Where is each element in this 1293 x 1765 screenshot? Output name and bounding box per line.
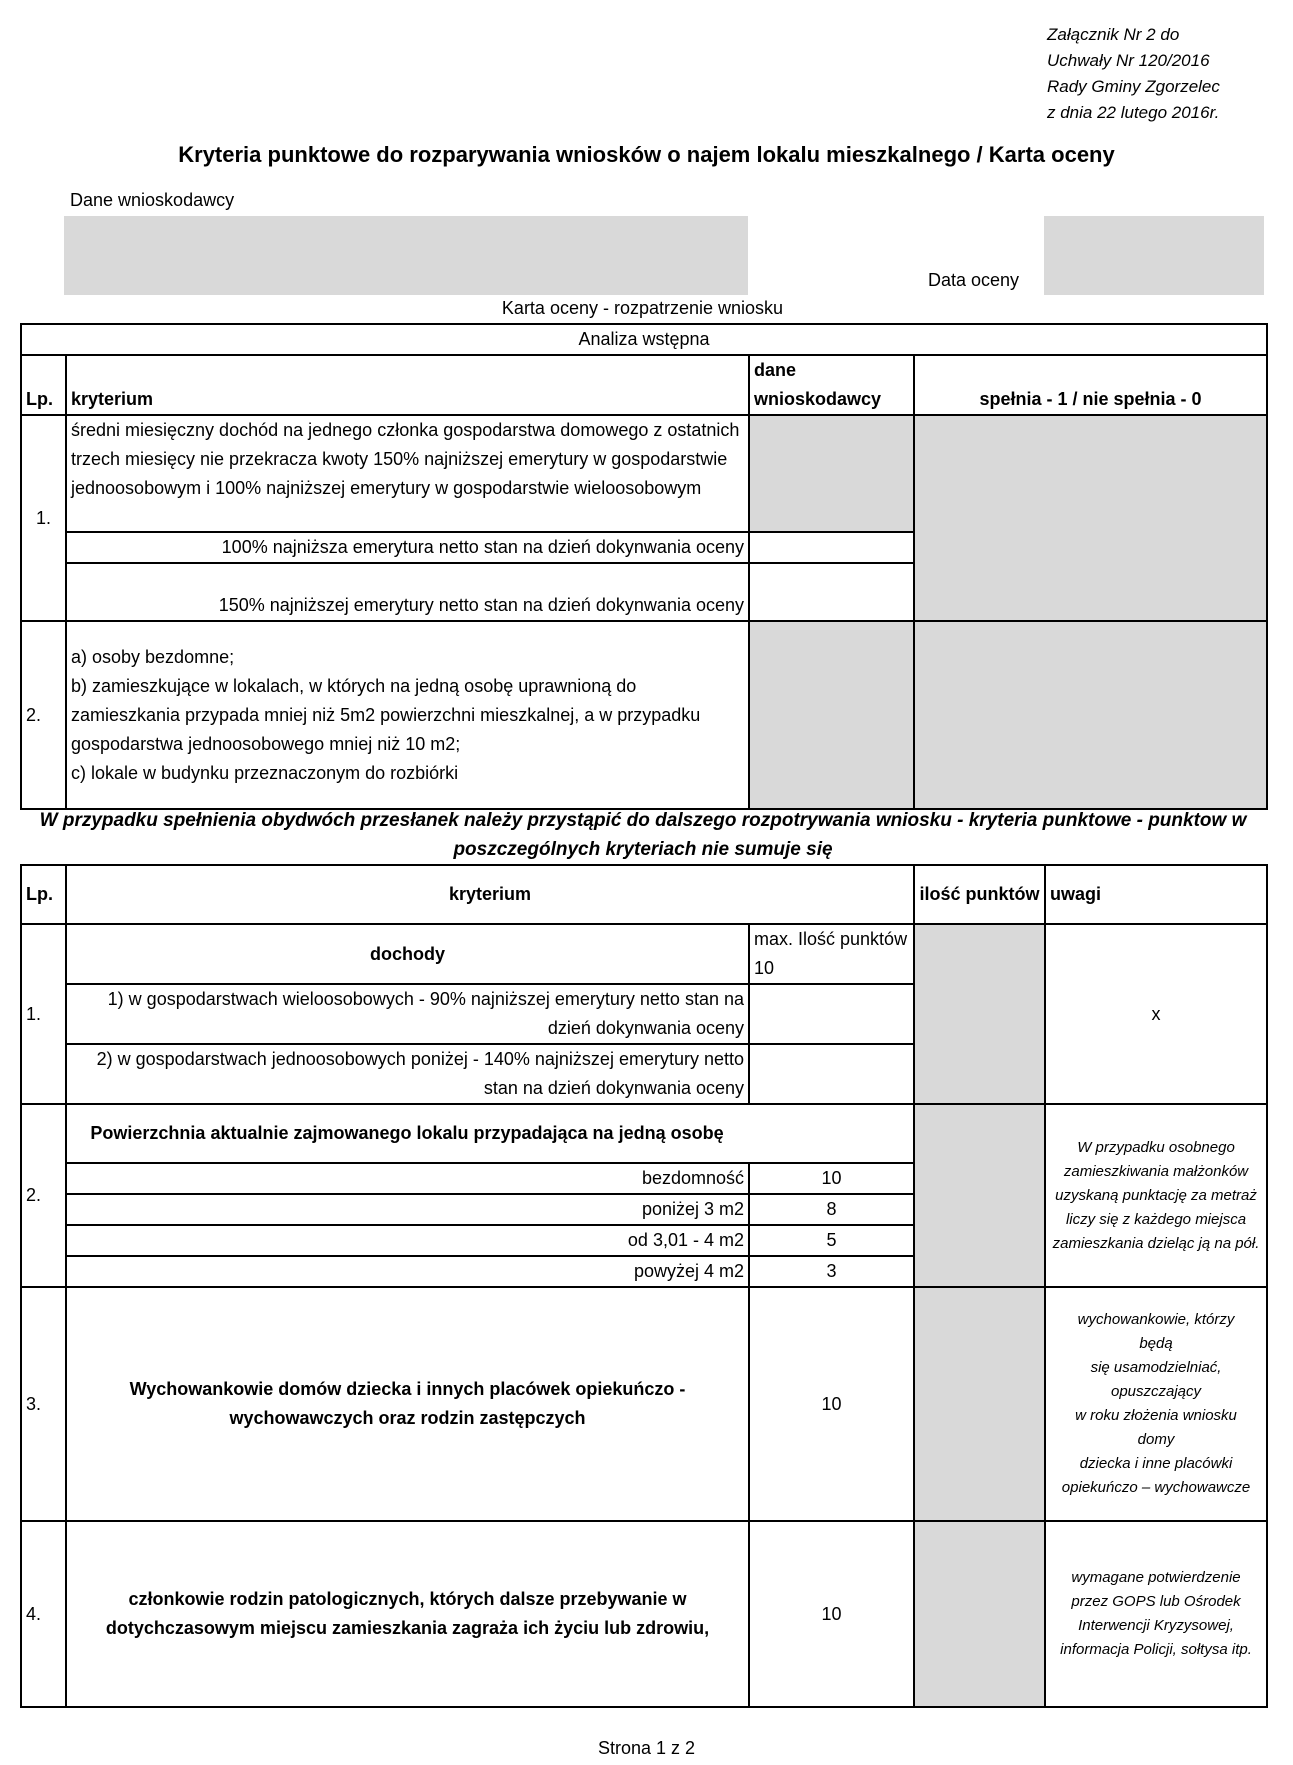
fulfils-cell[interactable] bbox=[914, 621, 1267, 809]
empty-cell bbox=[749, 984, 914, 1044]
area-option-points: 3 bbox=[749, 1256, 914, 1287]
remark-cell: x bbox=[1045, 924, 1267, 1104]
area-option-points: 8 bbox=[749, 1194, 914, 1225]
remark-cell: wymagane potwierdzenie przez GOPS lub Ośrodek Interwencji Kryzysowej, informacja Policji, sołtysa itp. bbox=[1045, 1521, 1267, 1707]
criterion-text: członkowie rodzin patologicznych, których dalsze przebywanie w dotychczasowym miejscu zamieszkania zagraża ich życiu lub zdrowiu, bbox=[66, 1521, 749, 1707]
applicant-label: Dane wnioskodawcy bbox=[70, 190, 235, 210]
card-caption: Karta oceny - rozpatrzenie wniosku bbox=[501, 298, 784, 318]
annex-line: Rady Gminy Zgorzelec bbox=[1047, 77, 1220, 96]
criterion-points: 10 bbox=[749, 1521, 914, 1707]
remark-cell: W przypadku osobnego zamieszkiwania małżonków uzyskaną punktację za metraż liczy się z każdego miejsca zamieszkania dzieląc ją na pół. bbox=[1045, 1104, 1267, 1287]
applicant-data-cell[interactable] bbox=[749, 532, 914, 563]
fulfils-cell[interactable] bbox=[914, 415, 1267, 621]
criterion-title: Powierzchnia aktualnie zajmowanego lokalu przypadająca na jedną osobę bbox=[66, 1104, 914, 1163]
criterion-line: a) osoby bezdomne; bbox=[71, 646, 235, 667]
criterion-item: 2) w gospodarstwach jednoosobowych poniżej - 140% najniższej emerytury netto stan na dzień dokynwania oceny bbox=[66, 1044, 749, 1104]
row-lp: 1. bbox=[21, 415, 66, 621]
criterion-title: dochody bbox=[66, 924, 749, 984]
header-remarks: uwagi bbox=[1045, 865, 1267, 924]
points-cell[interactable] bbox=[914, 1104, 1045, 1287]
row-lp: 1. bbox=[21, 924, 66, 1104]
remark-line: będą bbox=[1139, 1335, 1173, 1352]
row-lp: 4. bbox=[21, 1521, 66, 1707]
empty-cell bbox=[749, 1044, 914, 1104]
criterion-sub-100: 100% najniższa emerytura netto stan na dzień dokynwania oceny bbox=[66, 532, 749, 563]
date-label: Data oceny bbox=[928, 270, 1020, 290]
preliminary-analysis-table bbox=[20, 323, 1268, 810]
date-field[interactable] bbox=[1044, 216, 1264, 295]
area-option-label: poniżej 3 m2 bbox=[66, 1194, 749, 1225]
criterion-points: 10 bbox=[749, 1287, 914, 1521]
applicant-data-cell[interactable] bbox=[749, 415, 914, 532]
points-cell[interactable] bbox=[914, 924, 1045, 1104]
header-lp: Lp. bbox=[21, 865, 66, 924]
header-points: ilość punktów bbox=[914, 865, 1045, 924]
continuation-note: W przypadku spełnienia obydwóch przesłanek należy przystąpić do dalszego rozpotrywania wniosku - kryteria punktowe - punktow w poszczególnych kryteriach nie sumuje się bbox=[39, 810, 1247, 860]
annex-line: z dnia 22 lutego 2016r. bbox=[1047, 103, 1220, 122]
criterion-line: c) lokale w budynku przeznaczonym do rozbiórki bbox=[71, 762, 459, 783]
area-option-points: 5 bbox=[749, 1225, 914, 1256]
remark-line: wychowankowie, którzy bbox=[1077, 1311, 1235, 1328]
applicant-data-cell[interactable] bbox=[749, 621, 914, 809]
remark-line: opuszczający bbox=[1110, 1383, 1202, 1400]
row-lp: 2. bbox=[21, 621, 66, 809]
criterion-text: Wychowankowie domów dziecka i innych placówek opiekuńczo - wychowawczych oraz rodzin zastępczych bbox=[66, 1287, 749, 1521]
remark-line: w roku złożenia wniosku bbox=[1075, 1407, 1237, 1424]
remark-cell bbox=[1045, 1287, 1267, 1521]
area-option-label: bezdomność bbox=[66, 1163, 749, 1194]
remark-line: się usamodzielniać, bbox=[1090, 1359, 1222, 1376]
applicant-data-cell[interactable] bbox=[749, 563, 914, 621]
header-applicant-data: dane wnioskodawcy bbox=[749, 355, 914, 415]
header-criterion: kryterium bbox=[66, 355, 749, 415]
remark-line: opiekuńczo – wychowawcze bbox=[1061, 1479, 1251, 1496]
remark-line: dziecka i inne placówki bbox=[1079, 1455, 1233, 1472]
points-cell[interactable] bbox=[914, 1521, 1045, 1707]
criterion-sub-150: 150% najniższej emerytury netto stan na dzień dokynwania oceny bbox=[66, 563, 749, 621]
max-points: max. Ilość punktów 10 bbox=[749, 924, 914, 984]
row-lp: 3. bbox=[21, 1287, 66, 1521]
points-cell[interactable] bbox=[914, 1287, 1045, 1521]
header-lp: Lp. bbox=[21, 355, 66, 415]
annex-line: Załącznik Nr 2 do bbox=[1047, 25, 1180, 44]
area-option-points: 10 bbox=[749, 1163, 914, 1194]
header-criterion: kryterium bbox=[66, 865, 914, 924]
criterion-income: średni miesięczny dochód na jednego członka gospodarstwa domowego z ostatnich trzech miesięcy nie przekracza kwoty 150% najniższej emerytury w gospodarstwie jednoosobowym i 100% najniższej emerytury w gospodarstwie wieloosobowym bbox=[66, 415, 749, 532]
page-number: Strona 1 z 2 bbox=[597, 1738, 696, 1758]
points-criteria-table bbox=[20, 864, 1268, 1708]
section-title: Analiza wstępna bbox=[21, 324, 1267, 355]
annex-note bbox=[1047, 22, 1287, 126]
remark-line: domy bbox=[1137, 1431, 1175, 1448]
area-option-label: powyżej 4 m2 bbox=[66, 1256, 749, 1287]
row-lp: 2. bbox=[21, 1104, 66, 1287]
criterion-housing bbox=[66, 621, 749, 809]
annex-line: Uchwały Nr 120/2016 bbox=[1047, 51, 1210, 70]
criterion-item: 1) w gospodarstwach wieloosobowych - 90% najniższej emerytury netto stan na dzień dokynwania oceny bbox=[66, 984, 749, 1044]
criterion-line: b) zamieszkujące w lokalach, w których na jedną osobę uprawnioną do zamieszkania przypada mniej niż 5m2 powierzchni mieszkalnej, a w przypadku gospodarstwa jednoosobowego mniej niż 10 m2; bbox=[71, 675, 701, 754]
header-fulfils: spełnia - 1 / nie spełnia - 0 bbox=[914, 355, 1267, 415]
applicant-data-field[interactable] bbox=[64, 216, 748, 295]
area-option-label: od 3,01 - 4 m2 bbox=[66, 1225, 749, 1256]
page-title: Kryteria punktowe do rozparywania wniosków o najem lokalu mieszkalnego / Karta oceny bbox=[178, 142, 1115, 167]
